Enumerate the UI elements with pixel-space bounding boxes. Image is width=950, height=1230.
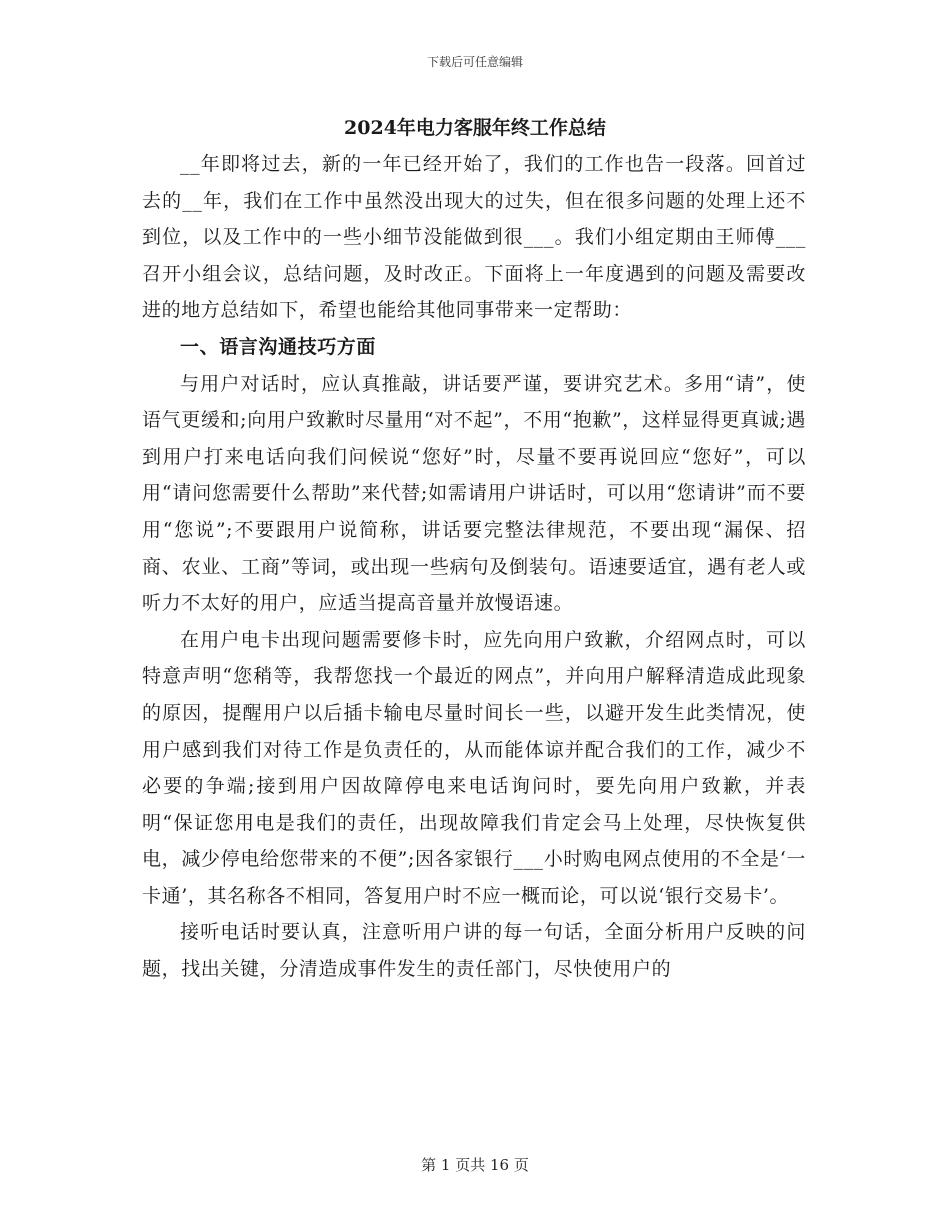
section-heading-language-communication: 一、语言沟通技巧方面: [180, 335, 377, 358]
document-title: 2024年电力客服年终工作总结: [344, 117, 606, 139]
page-header-note: 下载后可任意编辑: [426, 55, 523, 69]
document-body: [142, 146, 806, 988]
intro-paragraph: __年即将过去，新的一年已经开始了，我们的工作也告一段落。回首过去的__年，我们在工作中虽然没出现大的过失，但在很多问题的处理上还不到位，以及工作中的一些小细节没能做到很___。我们小组定期由王师傅___召开小组会议，总结问题，及时改正。下面将上一年度遇到的问题及需要改进的地方总结如下，希望也能给其他同事带来一定帮助：: [142, 153, 806, 322]
page-number-footer: 第 1 页共 16 页: [421, 1156, 529, 1174]
body-paragraph: 与用户对话时，应认真推敲，讲话要严谨，要讲究艺术。多用“请”，使语气更缓和;向用户致歉时尽量用“对不起”，不用“抱歉”，这样显得更真诚;遇到用户打来电话向我们问候说“您好”时，尽量不要再说回应“您好”，可以用“请问您需要什么帮助”来代替;如需请用户讲话时，可以用“您请讲”而不要用“您说”;不要跟用户说简称，讲话要完整法律规范，不要出现“漏保、招商、农业、工商”等词，或出现一些病句及倒装句。语速要适宜，遇有老人或听力不太好的用户，应适当提高音量并放慢语速。: [142, 372, 806, 615]
body-paragraph: 在用户电卡出现问题需要修卡时，应先向用户致歉，介绍网点时，可以特意声明“您稍等，我帮您找一个最近的网点”，并向用户解释清造成此现象的原因，提醒用户以后插卡输电尽量时间长一些，以避开发生此类情况，使用户感到我们对待工作是负责任的，从而能体谅并配合我们的工作，减少不必要的争端;接到用户因故障停电来电话询问时，要先向用户致歉，并表明“保证您用电是我们的责任，出现故障我们肯定会马上处理，尽快恢复供电，减少停电给您带来的不便”;因各家银行___小时购电网点使用的不全是‘一卡通’，其名称各不相同，答复用户时不应一概而论，可以说‘银行交易卡’。: [142, 628, 806, 907]
body-paragraph: 接听电话时要认真，注意听用户讲的每一句话，全面分析用户反映的问题，找出关键，分清造成事件发生的责任部门，尽快使用户的: [142, 921, 806, 981]
